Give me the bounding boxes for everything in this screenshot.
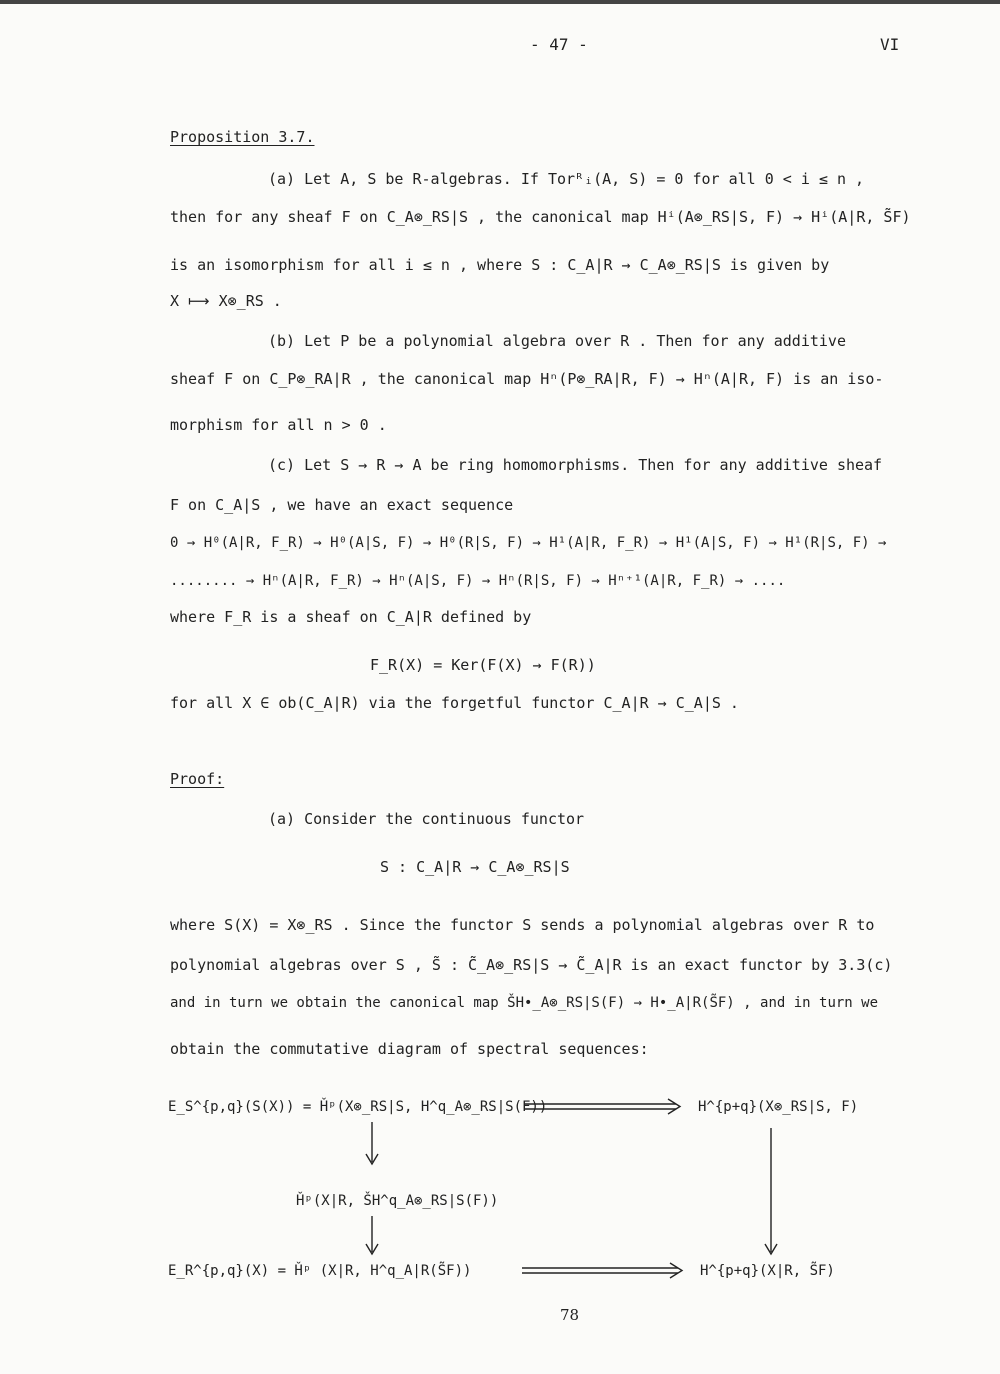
diagram-top-left: E_S^{p,q}(S(X)) = Ȟᵖ(X⊗_RS|S, H^q_A⊗_RS|S(F)) — [168, 1099, 548, 1115]
diagram-top-right: H^{p+q}(X⊗_RS|S, F) — [698, 1099, 859, 1115]
part-b-line-3: morphism for all n > 0 . — [170, 416, 387, 434]
definition-f-r: F_R(X) = Ker(F(X) → F(R)) — [370, 656, 596, 674]
proof-line-3: where S(X) = X⊗_RS . Since the functor S sends a polynomial algebras over R to — [170, 916, 875, 934]
proof-line-1: (a) Consider the continuous functor — [268, 810, 585, 828]
part-c-line-2: F on C_A|S , we have an exact sequence — [170, 496, 514, 514]
part-a-line-1: (a) Let A, S be R-algebras. If Torᴿᵢ(A, S) = 0 for all 0 < i ≤ n , — [268, 170, 865, 188]
arrow-bottom-horizontal — [522, 1263, 682, 1278]
arrow-left-vertical-1 — [366, 1122, 378, 1164]
part-a-line-2: then for any sheaf F on C_A⊗_RS|S , the canonical map Hⁱ(A⊗_RS|S, F) → Hⁱ(A|R, S̃F) — [170, 208, 911, 226]
diagram-bottom-right: H^{p+q}(X|R, S̃F) — [700, 1263, 835, 1279]
part-c-line-7: for all X ∈ ob(C_A|R) via the forgetful functor C_A|R → C_A|S . — [170, 694, 739, 712]
proof-line-6: obtain the commutative diagram of spectral sequences: — [170, 1040, 649, 1058]
chapter-number: VI — [880, 35, 900, 54]
part-c-line-1: (c) Let S → R → A be ring homomorphisms. Then for any additive sheaf — [268, 456, 883, 474]
proof-line-5: and in turn we obtain the canonical map ŠH•_A⊗_RS|S(F) → H•_A|R(S̃F) , and in turn we — [170, 995, 879, 1011]
part-a-line-3: is an isomorphism for all i ≤ n , where S : C_A|R → C_A⊗_RS|S is given by — [170, 256, 830, 274]
proof-functor: S : C_A|R → C_A⊗_RS|S — [380, 858, 570, 876]
part-a-line-4: X ⟼ X⊗_RS . — [170, 292, 282, 310]
diagram-middle: Ȟᵖ(X|R, ŠH^q_A⊗_RS|S(F)) — [296, 1193, 499, 1209]
proof-line-4: polynomial algebras over S , S̃ : C̃_A⊗_RS|S → C̃_A|R is an exact functor by 3.3(c) — [170, 956, 893, 974]
folio: 78 — [560, 1306, 580, 1324]
diagram-bottom-left: E_R^{p,q}(X) = Ȟᵖ (X|R, H^q_A|R(S̃F)) — [168, 1263, 472, 1279]
part-b-line-2: sheaf F on C_P⊗_RA|R , the canonical map Hⁿ(P⊗_RA|R, F) → Hⁿ(A|R, F) is an iso- — [170, 370, 884, 388]
page-number: - 47 - — [530, 35, 588, 54]
arrow-right-vertical — [765, 1128, 777, 1254]
proof-heading: Proof: — [170, 770, 225, 788]
part-c-line-5: where F_R is a sheaf on C_A|R defined by — [170, 608, 532, 626]
proposition-title: Proposition 3.7. — [170, 128, 315, 146]
exact-sequence-line-2: ........ → Hⁿ(A|R, F_R) → Hⁿ(A|S, F) → Hⁿ(R|S, F) → Hⁿ⁺¹(A|R, F_R) → .... — [170, 573, 786, 589]
arrow-top-horizontal — [525, 1099, 680, 1114]
exact-sequence-line-1: 0 → H⁰(A|R, F_R) → H⁰(A|S, F) → H⁰(R|S, F) → H¹(A|R, F_R) → H¹(A|S, F) → H¹(R|S, F) → — [170, 535, 887, 551]
arrow-left-vertical-2 — [366, 1216, 378, 1254]
part-b-line-1: (b) Let P be a polynomial algebra over R . Then for any additive — [268, 332, 846, 350]
